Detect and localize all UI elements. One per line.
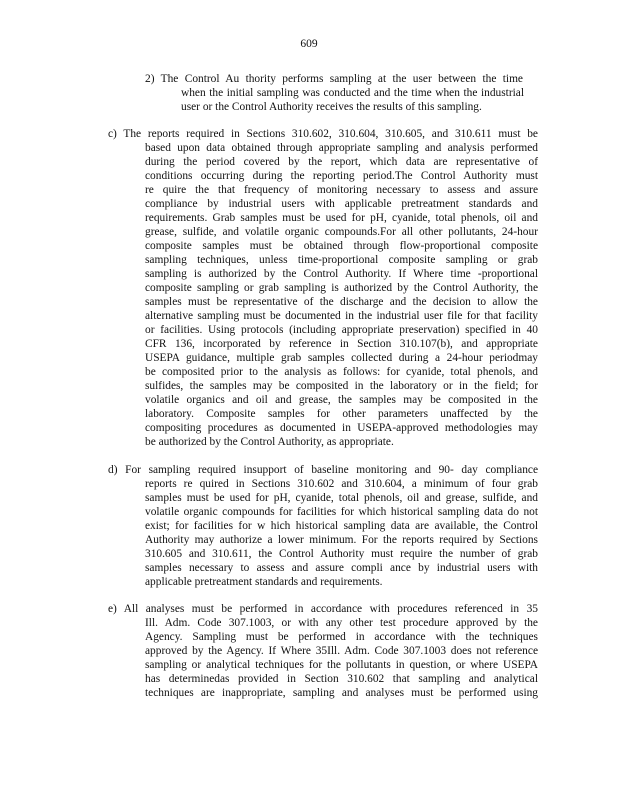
para-c-line-17: USEPA guidance, multiple grab samples collected during a 24-hour periodmay: [145, 352, 538, 364]
para-c-line-4: conditions occurring during the reporting period.The Control Authority must: [145, 170, 538, 182]
para-c-line-7: requirements. Grab samples must be used for pH, cyanide, total phenols, oil and: [145, 212, 538, 224]
para-c-line-10: sampling techniques, unless time-proportional composite sampling or grab: [145, 254, 538, 266]
para-d-line-4: volatile organic compounds for facilities for which historical sampling data do not: [145, 506, 538, 518]
para-c-line-13: samples must be representative of the discharge and the decision to allow the: [145, 296, 538, 308]
para-d-line-9: applicable pretreatment standards and requirements.: [145, 576, 383, 588]
para-c-line-1: c) The reports required in Sections 310.602, 310.604, 310.605, and 310.611 must be: [108, 128, 538, 140]
para-e-line-4: approved by the Agency. If Where 35Ill. Adm. Code 307.1003 does not reference: [145, 645, 538, 657]
para-d-line-6: Authority may authorize a lower minimum. For the reports required by Sections: [145, 534, 538, 546]
para-c-line-2: based upon data obtained through appropriate sampling and analysis performed: [145, 142, 538, 154]
para-c-line-20: volatile organics and oil and grease, the samples may be composited in the: [145, 394, 538, 406]
para-c-line-9: composite samples must be obtained through flow-proportional composite: [145, 240, 538, 252]
para-c-line-16: CFR 136, incorporated by reference in Section 310.107(b), and appropriate: [145, 338, 538, 350]
para-c-line-8: grease, sulfide, and volatile organic compounds.For all other pollutants, 24-hour: [145, 226, 538, 238]
para-c-line-19: sulfides, the samples may be composited in the laboratory or in the field; for: [145, 380, 538, 392]
para-e-line-6: has determinedas provided in Section 310.602 that sampling and analytical: [145, 673, 538, 685]
page-number: 609: [300, 38, 318, 50]
para-c-line-11: sampling is authorized by the Control Authority. If Where time -proportional: [145, 268, 538, 280]
para-c-line-18: be composited prior to the analysis as follows: for cyanide, total phenols, and: [145, 366, 538, 378]
para-e-line-2: Ill. Adm. Code 307.1003, or with any other test procedure approved by the: [145, 617, 538, 629]
para-e-line-3: Agency. Sampling must be performed in accordance with the techniques: [145, 631, 538, 643]
para-c-line-15: or facilities. Using protocols (including appropriate preservation) specified in 40: [145, 324, 538, 336]
para-c-line-5: re quire the that frequency of monitoring necessary to assess and assure: [145, 184, 538, 196]
item2-line-2: when the initial sampling was conducted and the time when the industrial: [181, 87, 524, 99]
para-e-line-1: e) All analyses must be performed in accordance with procedures referenced in 35: [108, 603, 538, 615]
para-c-line-6: compliance by industrial users with applicable pretreatment standards and: [145, 198, 538, 210]
para-c-line-3: during the period covered by the report, which data are representative of: [145, 156, 538, 168]
para-e-line-5: sampling or analytical techniques for the pollutants in question, or where USEPA: [145, 659, 538, 671]
para-c-line-22: compositing procedures as documented in USEPA-approved methodologies may: [145, 422, 538, 434]
para-d-line-8: samples necessary to assess and assure compli ance by industrial users with: [145, 562, 538, 574]
item2-line-3: user or the Control Authority receives the results of this sampling.: [181, 101, 482, 113]
para-e-line-7: techniques are inappropriate, sampling and analyses must be performed using: [145, 687, 538, 699]
item2-line-1: 2) The Control Au thority performs sampling at the user between the time: [145, 73, 523, 85]
para-d-line-7: 310.605 and 310.611, the Control Authority must require the number of grab: [145, 548, 538, 560]
para-d-line-1: d) For sampling required insupport of baseline monitoring and 90- day compliance: [108, 464, 538, 476]
para-d-line-2: reports re quired in Sections 310.602 and 310.604, a minimum of four grab: [145, 478, 538, 490]
para-c-line-23: be authorized by the Control Authority, as appropriate.: [145, 436, 394, 448]
para-c-line-21: laboratory. Composite samples for other parameters unaffected by the: [145, 408, 538, 420]
para-c-line-14: alternative sampling must be documented in the industrial user file for that facility: [145, 310, 538, 322]
para-d-line-3: samples must be used for pH, cyanide, total phenols, oil and grease, sulfide, and: [145, 492, 538, 504]
para-d-line-5: exist; for facilities for w hich historical sampling data are available, the Control: [145, 520, 538, 532]
para-c-line-12: composite sampling or grab sampling is authorized by the Control Authority, the: [145, 282, 538, 294]
